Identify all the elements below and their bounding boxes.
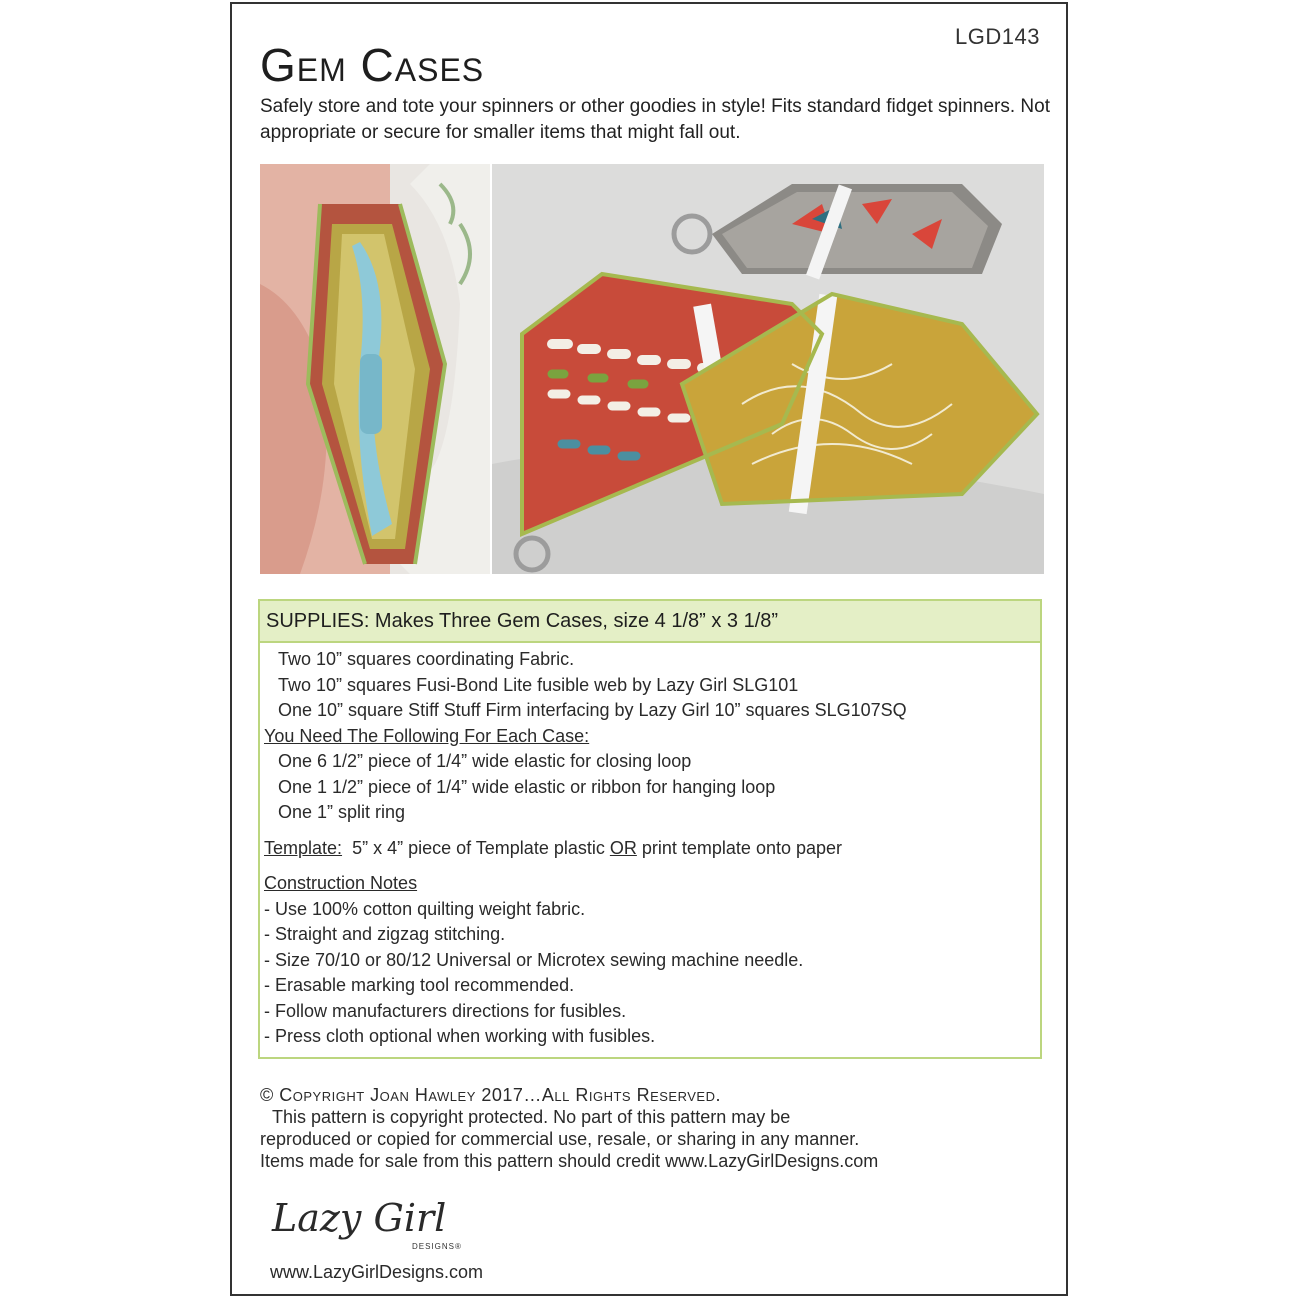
notes-heading: Construction Notes	[264, 873, 418, 893]
copyright-text: This pattern is copyright protected. No part of this pattern may be	[272, 1107, 791, 1127]
pattern-cover	[230, 2, 1068, 1296]
supplies-heading: SUPPLIES: Makes Three Gem Cases, size 4 1/8” x 3 1/8”	[260, 601, 1040, 643]
copyright-line: © Copyright Joan Hawley 2017…All Rights Reserved.	[260, 1085, 721, 1105]
template-text: 5” x 4” piece of Template plastic	[352, 837, 605, 858]
list-item: - Press cloth optional when working with fusibles.	[264, 1026, 656, 1046]
list-item: One 10” square Stiff Stuff Firm interfacing by Lazy Girl 10” squares SLG107SQ	[278, 700, 907, 720]
page-title: Gem Cases	[260, 39, 485, 91]
list-item: - Use 100% cotton quilting weight fabric.	[264, 898, 586, 919]
list-item: - Size 70/10 or 80/12 Universal or Microtex sewing machine needle.	[264, 949, 804, 970]
intro-text: Safely store and tote your spinners or other goodies in style! Fits standard fidget spinners. Not appropriate or secure for smaller items that might fall out.	[260, 96, 1050, 143]
list-item: Two 10” squares Fusi-Bond Lite fusible web by Lazy Girl SLG101	[278, 674, 799, 695]
template-text: print template onto paper	[641, 837, 843, 858]
each-case-heading: You Need The Following For Each Case:	[264, 725, 590, 746]
lazy-girl-logo	[272, 1196, 482, 1260]
template-or: OR	[609, 837, 637, 858]
list-item: One 1” split ring	[278, 802, 406, 822]
pattern-code: LGD143	[955, 24, 1040, 49]
template-line	[264, 836, 1040, 862]
website-link[interactable]: www.LazyGirlDesigns.com	[270, 1262, 484, 1282]
photo-three-cases	[492, 164, 1044, 574]
list-item: - Follow manufacturers directions for fusibles.	[264, 1000, 627, 1021]
list-item: One 6 1/2” piece of 1/4” wide elastic for closing loop	[278, 751, 692, 771]
list-item: Two 10” squares coordinating Fabric.	[278, 649, 575, 669]
logo-subtext: DESIGNS®	[412, 1242, 462, 1251]
list-item: - Straight and zigzag stitching.	[264, 924, 506, 944]
supplies-box	[258, 599, 1042, 1059]
photo-open-case	[260, 164, 490, 574]
copyright-text: Items made for sale from this pattern should credit www.LazyGirlDesigns.com	[260, 1151, 879, 1171]
logo-wordmark: Lazy Girl	[272, 1196, 447, 1240]
template-label: Template:	[264, 837, 343, 858]
list-item: One 1 1/2” piece of 1/4” wide elastic or ribbon for hanging loop	[278, 776, 776, 797]
list-item: - Erasable marking tool recommended.	[264, 975, 575, 995]
copyright-notice	[260, 1084, 1050, 1172]
copyright-text: reproduced or copied for commercial use, resale, or sharing in any manner.	[260, 1129, 860, 1149]
